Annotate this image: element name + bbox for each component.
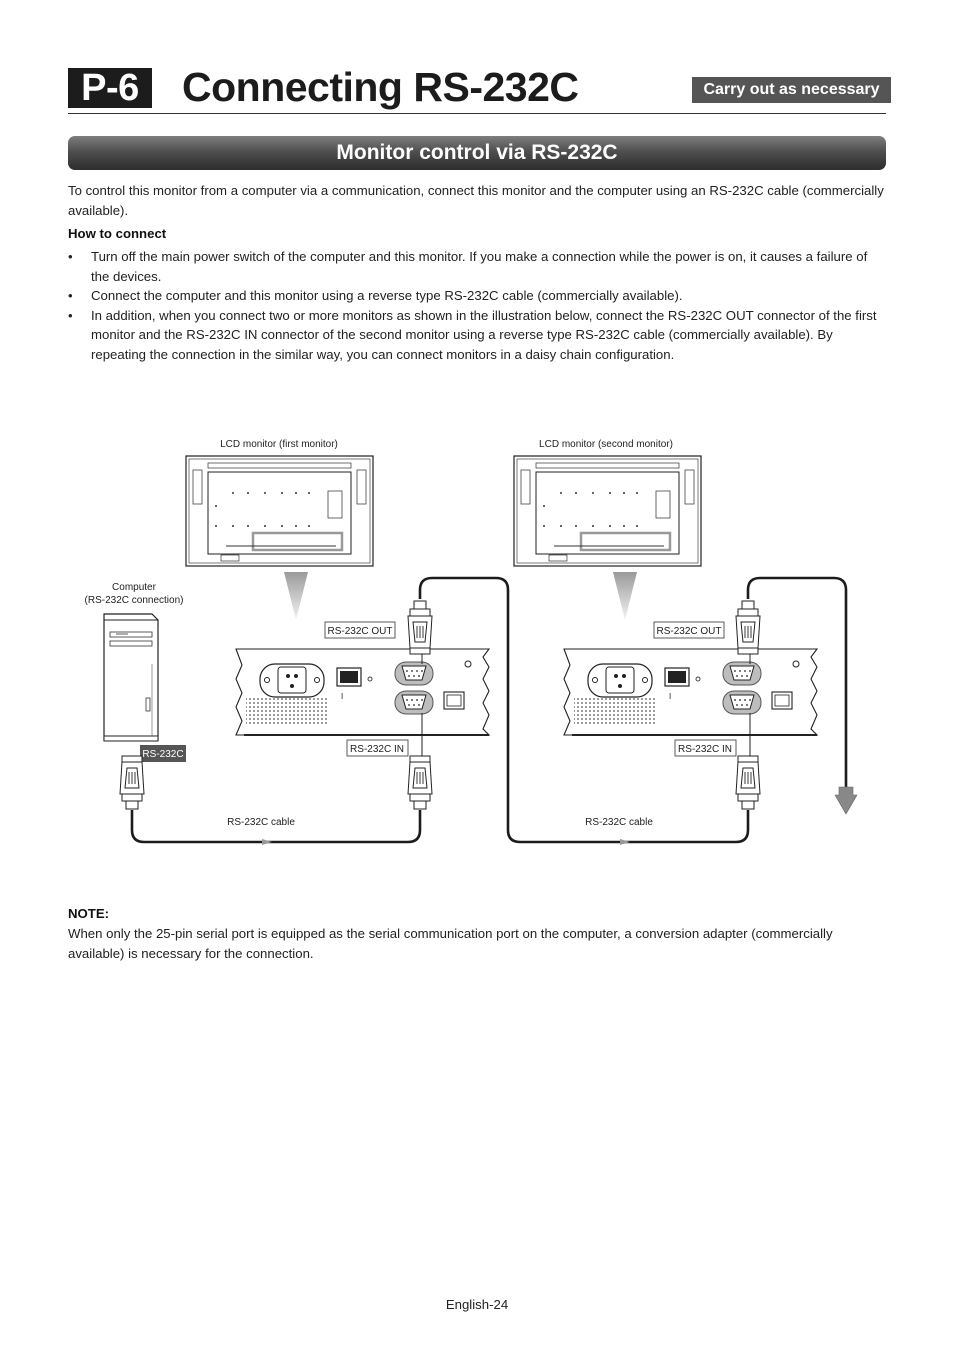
monitor1-rear-view: [186, 456, 373, 566]
section-heading-bar: Monitor control via RS-232C: [68, 136, 886, 170]
monitor1-label: LCD monitor (first monitor): [220, 439, 338, 450]
page-number: English-24: [445, 1297, 509, 1312]
connection-diagram: I LCD monitor (first monitor) LCD monitor (second monitor) Computer (RS-232C connection) RS-232C RS-232C OUT RS-232C OUT RS-232C IN RS-232C IN RS-232C cable RS-232C cable: [0, 380, 954, 860]
computer-label-sub: (RS-232C connection): [84, 595, 184, 606]
carry-out-tag: Carry out as necessary: [692, 77, 891, 103]
rs232c-in-label-1: RS-232C IN: [350, 744, 404, 755]
list-item: • In addition, when you connect two or more monitors as shown in the illustration below, connect the RS-232C OUT connector of the first monitor and the RS-232C IN connector of the second monitor using a reverse type RS-232C cable (commercially available). By repeating the connection in the similar way, you can connect monitors in a daisy chain configuration.: [68, 306, 886, 365]
section-badge: P-6: [68, 68, 152, 108]
monitor1-terminal-panel: [236, 649, 489, 735]
how-to-connect-heading: How to connect: [68, 226, 167, 241]
db9-connector: [408, 756, 432, 809]
monitor2-label: LCD monitor (second monitor): [539, 439, 673, 450]
computer-label: Computer: [112, 582, 156, 593]
rs232c-out-label-1: RS-232C OUT: [327, 626, 393, 637]
list-item: • Connect the computer and this monitor using a reverse type RS-232C cable (commercially available).: [68, 286, 886, 306]
monitor2-terminal-panel: [564, 649, 817, 735]
db9-connector: [736, 756, 760, 809]
monitor2-rear-view: [514, 456, 701, 566]
db9-connector: [408, 601, 432, 654]
note-body: When only the 25-pin serial port is equipped as the serial communication port on the computer, a conversion adapter (commercially available) is necessary for the connection.: [68, 926, 833, 961]
computer-tower: [104, 614, 158, 741]
list-item: • Turn off the main power switch of the computer and this monitor. If you make a connection while the power is on, it causes a failure of the devices.: [68, 247, 886, 286]
cable-label-2: RS-232C cable: [585, 817, 653, 828]
page-title: Connecting RS-232C: [182, 64, 579, 110]
computer-port-label: RS-232C: [142, 749, 184, 760]
zoom-arrow: [284, 572, 308, 620]
db9-connector: [120, 756, 144, 809]
cable-label-1: RS-232C cable: [227, 817, 295, 828]
note-heading: NOTE:: [68, 906, 110, 921]
rs232c-in-label-2: RS-232C IN: [678, 744, 732, 755]
db9-connector: [736, 601, 760, 654]
intro-paragraph: To control this monitor from a computer via a communication, connect this monitor and the computer using an RS-232C cable (commercially available).: [68, 183, 884, 218]
zoom-arrow: [613, 572, 637, 620]
rs232c-out-label-2: RS-232C OUT: [656, 626, 722, 637]
instruction-list: [68, 247, 886, 364]
daisy-chain-arrow: [835, 787, 857, 814]
title-rule: [68, 113, 886, 114]
